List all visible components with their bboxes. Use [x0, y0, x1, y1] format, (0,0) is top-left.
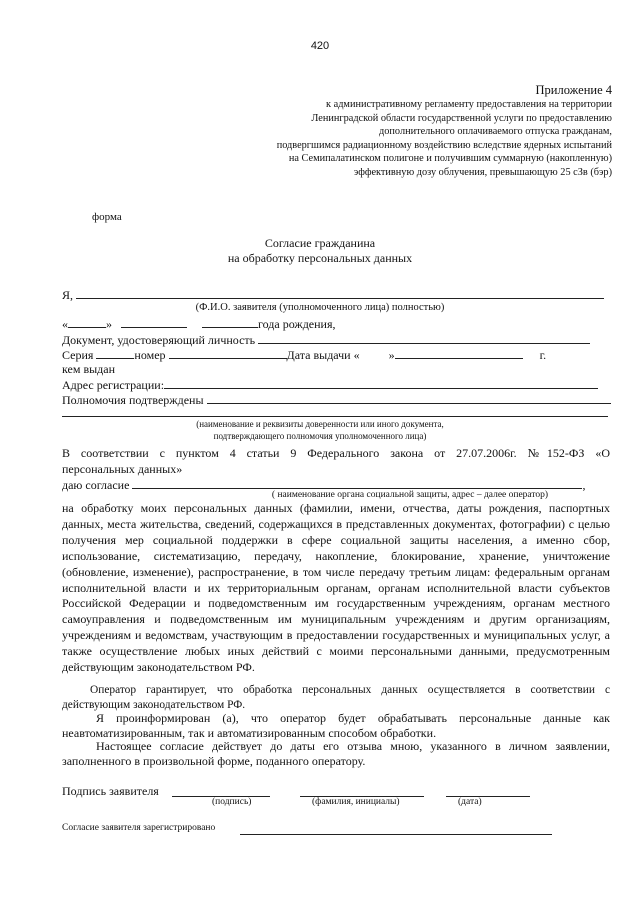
page-number: 420: [310, 40, 330, 52]
annex-heading: Приложение 4: [535, 83, 612, 97]
powers-field[interactable]: [207, 392, 611, 404]
birth-year-field[interactable]: [202, 316, 258, 328]
year-suffix: г.: [539, 348, 547, 362]
form-label: форма: [92, 211, 122, 223]
registered-label: Согласие заявителя зарегистрировано: [62, 823, 216, 833]
address-field[interactable]: [164, 377, 598, 389]
consent-comma: ,: [582, 478, 586, 492]
title-line-2: на обработку персональных данных: [227, 251, 413, 265]
annex-line: дополнительного оплачиваемого отпуска гражданам,: [379, 126, 612, 138]
birth-day-field[interactable]: [68, 316, 106, 328]
law-line-1: В соответствии с пунктом 4 статьи 9 Федерального закона от 27.07.2006г. №152-ФЗ «О: [62, 446, 610, 460]
fio-row: [62, 287, 608, 302]
document-label: Документ, удостоверяющий личность: [62, 333, 256, 347]
birth-row: [62, 316, 608, 331]
validity-paragraph: Настоящее согласие действует до даты его отзыва мною, указанного в личном заявлении, заполненного в произвольной форме, поданного оператору.: [62, 739, 610, 768]
fio-caption: (Ф.И.О. заявителя (уполномоченного лица) полностью): [195, 302, 445, 313]
birth-label: года рождения,: [258, 317, 336, 331]
powers-field-2[interactable]: [62, 405, 608, 417]
number-field[interactable]: [169, 347, 287, 359]
processing-paragraph: на обработку моих персональных данных (фамилии, имени, отчества, даты рождения, паспортных данных, места жительства, сведений, содержащихся в представленных документах, фотографии) с целью получения мер социальной поддержки в сфере социальной защиты населения, а именно сбор, использование, систематизацию, передачу, накопление, блокирование, хранение, уничтожение (обновление, изменение), распространение, в том числе передачу третьим лицам: федеральным органам исполнительной власти и их территориальным органам, органам исполнительной власти субъектов Российской Федерации и подведомственным им государственным учреждениям, органам местного самоуправления и подведомственным им муниципальным учреждениям и другим организациям, учреждениям и ведомствам, участвующим в предоставлении государственных и муниципальных услуг, а также осуществление любых иных действий с моими персональными данными, предусмотренным действующим законодательством РФ.: [62, 501, 610, 675]
series-label: Серия: [62, 348, 94, 362]
powers-caption-1: (наименование и реквизиты доверенности или иного документа,: [196, 419, 444, 429]
operator-field[interactable]: [132, 477, 582, 489]
signature-label: Подпись заявителя: [62, 784, 159, 798]
issued-by-row: [62, 362, 608, 376]
title-line-1: Согласие гражданина: [264, 236, 376, 250]
birth-month-field[interactable]: [121, 316, 187, 328]
document-field[interactable]: [258, 332, 590, 344]
consent-label: даю согласие: [62, 478, 130, 492]
address-label: Адрес регистрации:: [62, 378, 165, 392]
ya-label: Я,: [62, 288, 74, 302]
name-caption: (фамилия, инициалы): [312, 797, 400, 807]
issued-by-label: кем выдан: [62, 362, 116, 376]
powers-caption-2: подтверждающего полномочия уполномоченного лица): [213, 431, 427, 441]
date-caption: (дата): [458, 797, 482, 807]
operator-guarantee-paragraph: Оператор гарантирует, что обработка персональных данных осуществляется в соответствии с действующим законодательством РФ.: [62, 684, 610, 711]
issue-month-field[interactable]: [395, 347, 523, 359]
signature-caption: (подпись): [212, 797, 252, 807]
document-row: [62, 332, 608, 347]
fio-field[interactable]: [76, 287, 604, 299]
informed-paragraph: Я проинформирован (а), что оператор будет обрабатывать персональные данные как неавтоматизированным, так и автоматизированным способом обработки.: [62, 711, 610, 740]
powers-label: Полномочия подтверждены: [62, 393, 204, 407]
annex-block: [252, 83, 612, 180]
registration-field[interactable]: [240, 833, 552, 835]
annex-line: к административному регламенту предоставления на территории: [326, 99, 612, 110]
law-line-2: персональных данных»: [62, 462, 183, 476]
address-row: [62, 377, 608, 392]
number-label: номер: [134, 348, 166, 362]
document-title: [0, 236, 640, 266]
annex-line: подвергшимся радиационному воздействию вследствие ядерных испытаний: [276, 139, 612, 151]
series-row: [62, 347, 608, 362]
annex-line: эффективную дозу облучения, превышающую 25 сЗв (бэр): [353, 166, 612, 178]
quote-close: »: [388, 348, 395, 362]
quote-open: «: [62, 317, 68, 331]
series-field[interactable]: [96, 347, 134, 359]
annex-line: Ленинградской области государственной услуги по предоставлению: [311, 112, 612, 124]
quote-close: »: [106, 317, 112, 331]
issue-date-label: Дата выдачи «: [286, 348, 360, 362]
operator-caption: ( наименование органа социальной защиты, адрес – далее оператор): [271, 490, 549, 500]
annex-line: на Семипалатинском полигоне и получившим суммарную (накопленную): [288, 153, 612, 165]
